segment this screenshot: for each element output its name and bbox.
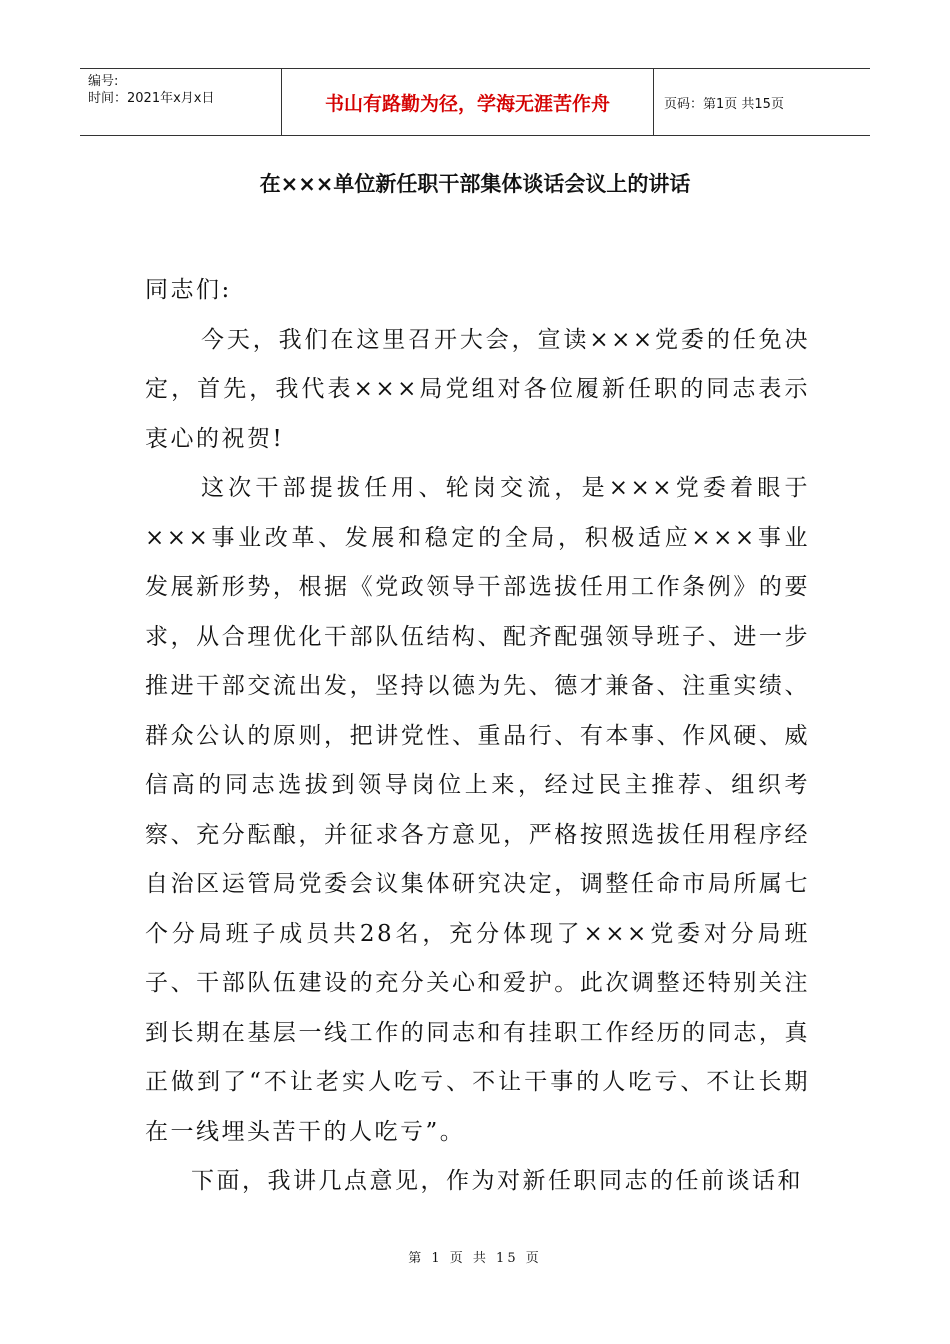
paragraph-3: 下面，我讲几点意见，作为对新任职同志的任前谈话和 [191,1168,803,1194]
code-label: 编号: [88,74,119,89]
header-meta [80,69,282,135]
header-page-info: 页码：第1页 共15页 [664,96,784,112]
header-motto: 书山有路勤为径，学海无涯苦作舟 [282,69,654,135]
document-body [145,266,810,1207]
page-footer: 第 1 页 共 15 页 [408,1251,542,1266]
document-title: 在×××单位新任职干部集体谈话会议上的讲话 [259,172,691,196]
salutation: 同志们: [145,277,232,303]
time-label: 时间：2021年x月x日 [88,91,215,106]
paragraph-2: 这次干部提拔任用、轮岗交流，是×××党委着眼于×××事业改革、发展和稳定的全局，积极适应×××事业发展新形势，根据《党政领导干部选拔任用工作条例》的要求，从合理优化干部队伍结构、配齐配强领导班子、进一步推进干部交流出发，坚持以德为先、德才兼备、注重实绩、群众公认的原则，把讲党性、重品行、有本事、作风硬、威信高的同志选拔到领导岗位上来，经过民主推荐、组织考察、充分酝酿，并征求各方意见，严格按照选拔任用程序经自治区运管局党委会议集体研究决定，调整任命市局所属七个分局班子成员共28名，充分体现了×××党委对分局班子、干部队伍建设的充分关心和爱护。此次调整还特别关注到长期在基层一线工作的同志和有挂职工作经历的同志，真正做到了“不让老实人吃亏、不让干事的人吃亏、不让长期在一线埋头苦干的人吃亏”。 [145,475,810,1145]
paragraph-1: 今天，我们在这里召开大会，宣读×××党委的任免决定，首先，我代表×××局党组对各位履新任职的同志表示衷心的祝贺! [145,326,810,452]
header-table [80,68,870,136]
